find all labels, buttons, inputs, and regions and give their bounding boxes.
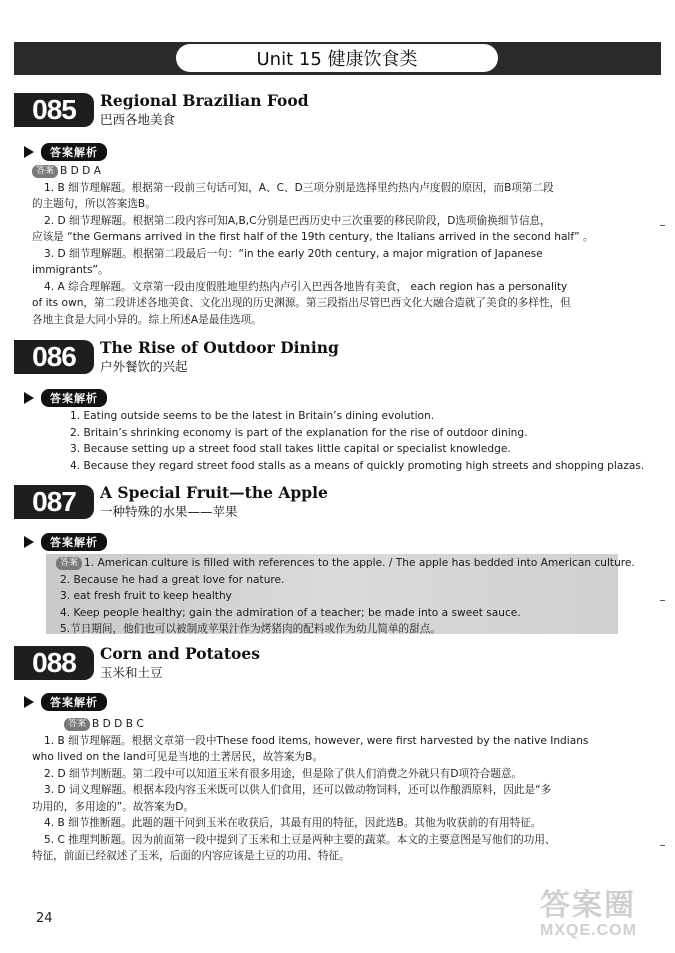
text-line: 1. American culture is filled with references to the apple. / The apple has bedded into American culture. [84,557,635,569]
answers-087 [56,555,635,638]
text-line: who lived on the land可见是当地的土著居民，故答案为B。 [32,751,323,763]
margin-tick [660,600,665,601]
triangle-bullet-icon [24,696,34,708]
text-line: 2. Because he had a great love for nature. [60,573,285,586]
answer-label: 答案 [56,557,82,570]
watermark-logo [540,880,662,950]
margin-tick [660,845,665,846]
triangle-bullet-icon [24,536,34,548]
answer-key: B D D A [60,165,101,177]
text-line: 特征，前面已经叙述了玉米，后面的内容应该是土豆的功用、特征。 [32,850,350,862]
text-line: 4. B 细节推断题。此题的题干问到玉米在收获后，其最有用的特征，因此选B。其他为收获前的有用特征。 [44,817,542,829]
answer-label: 答案 [32,165,58,178]
answer-analysis-tag: 答案解析 [41,143,107,161]
answer-analysis-tag: 答案解析 [41,533,107,551]
answer-key-line [32,163,612,180]
text-line: 应该是 “the Germans arrived in the first half of the 19th century, the Italians arrived in the second half” 。 [32,231,594,243]
section-number-badge: 087 [14,485,94,519]
section-title-en: Regional Brazilian Food [100,91,309,110]
text-line: 功用的，多用途的”。故答案为D。 [32,800,194,813]
text-line: 4. Because they regard street food stalls as a means of quickly promoting high streets and shopping plazas. [70,459,645,472]
watermark-bottom-text: MXQE.COM [540,922,637,939]
text-line: 4. Keep people healthy; gain the admiration of a teacher; be made into a sweet sauce. [60,606,521,619]
text-line: 2. Britain’s shrinking economy is part of the explanation for the rise of outdoor dining. [70,426,528,439]
text-line: 3. D 细节理解题。根据第二段最后一句：“in the early 20th century, a major migration of Japanese [44,247,543,260]
text-line: 5. C 推理判断题。因为前面第一段中提到了玉米和土豆是两种主要的蔬菜。本文的主要意图是写他们的功用、 [44,833,556,846]
answer-analysis-tag: 答案解析 [41,693,107,711]
text-line: 2. D 细节判断题。第二段中可以知道玉米有很多用途，但是除了供人们消费之外就只有D项符合题意。 [44,767,523,780]
section-number-badge: 085 [14,93,94,127]
section-number-badge: 086 [14,340,94,374]
section-title-zh: 巴西各地美食 [100,112,176,127]
text-line: immigrants”。 [32,264,109,276]
section-title-en: The Rise of Outdoor Dining [100,338,339,357]
margin-tick [660,225,665,226]
text-line: 1. B 细节理解题。根据第一段前三句话可知，A、C、D三项分别是选择里约热内卢度假的原因，而B项第二段 [44,181,554,194]
text-line: 3. Because setting up a street food stall takes little capital or specialist knowledge. [70,443,511,455]
section-number-badge: 088 [14,646,94,680]
answer-analysis-tag: 答案解析 [41,389,107,407]
unit-title: Unit 15 健康饮食类 [176,44,498,72]
triangle-bullet-icon [24,392,34,404]
answer-key: B D D B C [92,718,144,730]
section-title-zh: 户外餐饮的兴起 [100,359,188,374]
text-line: 3. eat fresh fruit to keep healthy [60,590,232,602]
answers-085 [32,163,612,328]
text-line: 3. D 词义理解题。根据本段内容玉米既可以供人们食用，还可以做动物饲料，还可以作酿酒原料，因此是“多 [44,784,552,796]
triangle-bullet-icon [24,146,34,158]
answer-key-line [32,716,612,733]
watermark-top-text: 答案圈 [540,889,636,922]
answer-tag-row [24,693,107,711]
text-line: 4. A 综合理解题。文章第一段由度假胜地里约热内卢引入巴西各地皆有美食， each region has a personality [44,280,568,293]
text-line: 1. Eating outside seems to be the latest in Britain’s dining evolution. [70,410,435,422]
text-line: of its own，第二段讲述各地美食、文化出现的历史渊源。第三段指出尽管巴西文化大融合造就了美食的多样性，但 [32,297,571,309]
answer-tag-row [24,389,107,407]
section-title-en: A Special Fruit—the Apple [100,483,328,502]
text-line: 5.节日期间，他们也可以被制成苹果汁作为烤猪肉的配料或作为幼儿简单的甜点。 [60,623,441,635]
section-title-en: Corn and Potatoes [100,644,260,663]
answer-tag-row [24,143,107,161]
section-title-zh: 一种特殊的水果——苹果 [100,504,238,519]
text-line: 各地主食是大同小异的。综上所述A是最佳选项。 [32,313,262,326]
answer-label: 答案 [64,718,90,731]
section-title-zh: 玉米和土豆 [100,665,163,680]
answers-086 [70,408,650,474]
answer-key-line [56,555,635,572]
text-line: 1. B 细节理解题。根据文章第一段中These food items, however, were first harvested by the native Indians [44,734,589,747]
answer-tag-row [24,533,107,551]
page-number: 24 [36,911,53,926]
text-line: 的主题句，所以答案选B。 [32,198,156,210]
text-line: 2. D 细节理解题。根据第二段内容可知A,B,C分别是巴西历史中三次重要的移民阶段，D选项偷换细节信息， [44,214,551,227]
answers-088 [32,716,612,865]
